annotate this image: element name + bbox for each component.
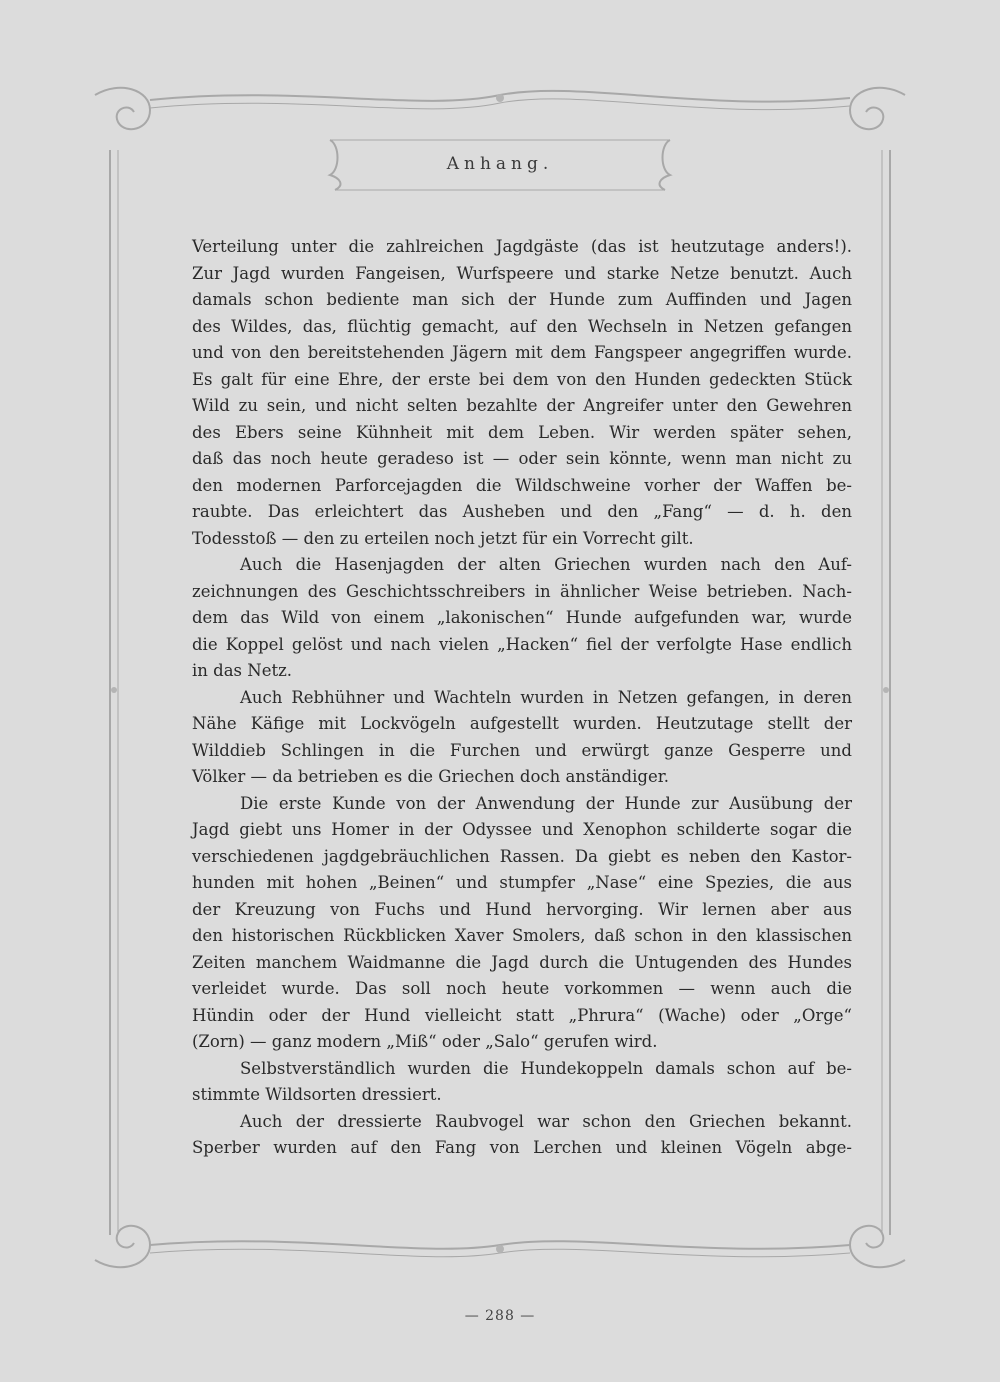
text-line: Jagd giebt uns Homer in der Odyssee und Xenophon schilderte sogar die — [192, 820, 852, 839]
body-text — [192, 234, 852, 1162]
text-line: Es galt für eine Ehre, der erste bei dem von den Hunden gedeckten Stück — [192, 369, 852, 389]
text-line: hunden mit hohen „Beinen“ und stumpfer „Nase“ eine Spezies, die aus — [192, 873, 852, 892]
text-line: Todesstoß — den zu erteilen noch jetzt für ein Vorrecht gilt. — [192, 528, 694, 548]
text-line: verleidet wurde. Das soll noch heute vorkommen — wenn auch die — [192, 979, 852, 998]
text-line: Nähe Käfige mit Lockvögeln aufgestellt wurden. Heutzutage stellt der — [192, 714, 852, 733]
text-line: daß das noch heute geradeso ist — oder sein könnte, wenn man nicht zu — [192, 449, 852, 468]
text-line: Völker — da betrieben es die Griechen doch anständiger. — [192, 767, 670, 786]
text-line: den historischen Rückblicken Xaver Smolers, daß schon in den klassischen — [192, 926, 852, 945]
text-line: Zur Jagd wurden Fangeisen, Wurfspeere und starke Netze benutzt. Auch — [192, 263, 852, 283]
text-line: raubte. Das erleichtert das Ausheben und den „Fang“ — d. h. den — [192, 502, 852, 521]
text-line: Auch der dressierte Raubvogel war schon den Griechen bekannt. — [240, 1111, 852, 1131]
text-line: die Koppel gelöst und nach vielen „Hacken“ fiel der verfolgte Hase endlich — [192, 634, 852, 654]
text-line: Sperber wurden auf den Fang von Lerchen und kleinen Vögeln abge- — [192, 1138, 852, 1157]
text-line: und von den bereitstehenden Jägern mit dem Fangspeer angegriffen wurde. — [192, 343, 852, 362]
text-line: Wilddieb Schlingen in die Furchen und erwürgt ganze Gesperre und — [192, 740, 852, 760]
text-line: Auch die Hasenjagden der alten Griechen wurden nach den Auf- — [240, 555, 852, 574]
text-line: Auch Rebhühner und Wachteln wurden in Netzen gefangen, in deren — [240, 687, 852, 707]
text-line: der Kreuzung von Fuchs und Hund hervorging. Wir lernen aber aus — [192, 899, 852, 919]
text-line: verschiedenen jagdgebräuchlichen Rassen. Da giebt es neben den Kastor- — [192, 846, 852, 866]
text-line: des Ebers seine Kühnheit mit dem Leben. Wir werden später sehen, — [192, 422, 852, 442]
text-line: damals schon bediente man sich der Hunde zum Auffinden und Jagen — [192, 290, 852, 309]
text-line: Die erste Kunde von der Anwendung der Hunde zur Ausübung der — [240, 793, 852, 813]
text-line: stimmte Wildsorten dressiert. — [192, 1085, 442, 1104]
text-line: (Zorn) — ganz modern „Miß“ oder „Salo“ gerufen wird. — [192, 1032, 658, 1051]
text-line: den modernen Parforcejagden die Wildschweine vorher der Waffen be- — [192, 475, 852, 495]
page-number: — 288 — — [464, 1308, 536, 1324]
text-line: zeichnungen des Geschichtsschreibers in ähnlicher Weise betrieben. Nach- — [192, 581, 852, 601]
text-line: Selbstverständlich wurden die Hundekoppeln damals schon auf be- — [240, 1058, 852, 1078]
text-line: dem das Wild von einem „lakonischen“ Hunde aufgefunden war, wurde — [192, 608, 852, 627]
text-line: Zeiten manchem Waidmanne die Jagd durch die Untugenden des Hundes — [192, 952, 852, 972]
text-line: in das Netz. — [192, 661, 293, 680]
text-line: Wild zu sein, und nicht selten bezahlte der Angreifer unter den Gewehren — [192, 396, 852, 415]
running-head: Anhang. — [446, 154, 554, 174]
text-line: Verteilung unter die zahlreichen Jagdgäste (das ist heutzutage anders!). — [192, 237, 852, 256]
text-line: des Wildes, das, flüchtig gemacht, auf den Wechseln in Netzen gefangen — [192, 316, 852, 336]
text-line: Hündin oder der Hund vielleicht statt „Phrura“ (Wache) oder „Orge“ — [192, 1005, 852, 1025]
